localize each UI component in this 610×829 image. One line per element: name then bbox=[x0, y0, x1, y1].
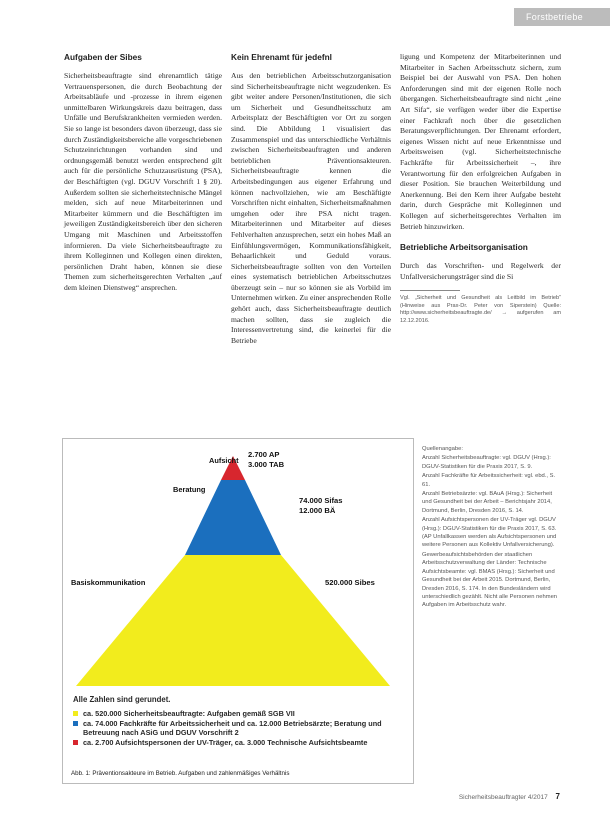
tier-basiskommunikation bbox=[76, 555, 390, 686]
column-2 bbox=[231, 52, 391, 352]
tier-label-beratung: Beratung bbox=[173, 485, 206, 494]
source-entry: Anzahl Sicherheitsbeauftragte: vgl. DGUV (Hrsg.): DGUV-Statistiken für die Praxis 2017, S. 9. bbox=[422, 455, 551, 470]
legend-text: ca. 74.000 Fachkräfte für Arbeitssicherheit und ca. 12.000 Betriebsärzte; Beratung und Betreuung nach ASiG und DGUV Vorschrift 2 bbox=[83, 719, 382, 737]
legend-text: ca. 2.700 Aufsichtspersonen der UV-Träger, ca. 3.000 Technische Aufsichtsbeamte bbox=[83, 738, 368, 747]
source-entry: Gewerbeaufsichtsbehörden der staatlichen Arbeitsschutzverwaltung der Länder: Technische Aufsichtsbeamte: vgl. BMAS (Hrsg.): Sicherheit und Gesundheit bei der Arbeit 2015. Dortmund, Berlin, Dresden 2016, S. 174. In den Bundesländern wird unterschiedlich gezählt. Nicht alle Personen nehmen Aufgaben im Arbeitsschutz wahr. bbox=[422, 551, 558, 609]
tier-annotation-aufsicht-1: 2.700 AP bbox=[248, 450, 280, 459]
tier-annotation-aufsicht-2: 3.000 TAB bbox=[248, 460, 285, 469]
footnote: Vgl. „Sicherheit und Gesundheit als Leitbild im Betrieb“ (Hinweise aus Prax-Dr. Peter von Siperstein) Quelle: http://www.sicherheitsbeauftragte.de/ → aufgerufen am 12.12.2016. bbox=[400, 295, 561, 325]
sources-title: Quellenangabe: bbox=[422, 446, 463, 452]
figure-pyramid bbox=[62, 438, 414, 784]
source-entry: Anzahl Aufsichtspersonen der UV-Träger vgl. DGUV (Hrsg.): DGUV-Statistiken für die Praxis 2017, S. 63. (AP Unfallkassen werden als Aufsichtspersonen und weitere Personen aus Kollektiv Unfallversicherung). bbox=[422, 517, 557, 549]
paragraph: Aus den betrieblichen Arbeitsschutzorganisation sind Sicherheitsbeauftragte nicht wegzudenken. Es gibt weiter andere Personen/Institutionen, die sich um Sicherheit und Gesundheitsschutz am Arbeitsplatz der Beschäftigten vor Ort zu sorgen sind. Die Abbildung 1 visualisiert das Zusammenspiel und das unterschiedliche Verhältnis zwischen Sicherheitsbeauftragten und anderen betrieblichen Präventionsakteuren. Sicherheitsbeauftragte kennen die Arbeitsbedingungen aus eigener Erfahrung und können nachvollziehen, wie am Beschäftigte Vorschriften nicht einhalten, Sicherheitsmaßnahmen umgehen oder ihre PSA nicht tragen. Mitarbeiterinnen und Mitarbeiter auf dieses Fehlverhalten anzusprechen, setzt ein hohes Maß an Einfühlungsvermögen, Kommunikationsfähigkeit, Behaarlichkeit und Geduld voraus. Sicherheitsbeauftragte sollten von den Vorteilen eines systematisch betrieblichen Arbeitsschutzes überzeugt sein – nur so können sie als Vorbild im Unternehmen wirken. Zu einer ansprechenden Rolle gehört auch, dass Sicherheitsbeauftragte deutlich machen sollten, dass sie zugleich die Interessenvertretung sind, die keinerlei für die Betriebe bbox=[231, 71, 391, 345]
section-tab: Forstbetriebe bbox=[514, 8, 610, 26]
paragraph: Sicherheitsbeauftragte sind ehrenamtlich tätige Vertrauenspersonen, die durch Beobachtung der Arbeitsabläufe und -prozesse in ihrem eigenen unmittelbaren Wirkungskreis dazu beitragen, dass Unfälle und Berufskrankheiten vermieden werden. Sie so lange ist besonders davon überzeugt, dass sie durch Zuständigkeitsbereiche alle vorgeschriebenen Schutzeinrichtungen vorhanden sind und ordnungsgemäß benutzt werden entsprechend gilt auch für die persönliche Schutzausrüstung (PSA), der Beschäftigten (vgl. DGUV Vorschrift 1 § 20). Außerdem sollten sie sicherheitstechnische Mängel melden, sich auf neue Mitarbeiterinnen und Mitarbeiter kümmern und die Beschäftigten im jeweiligen Zuständigkeitsbereich über den sicheren Umgang mit Maschinen und Arbeitsstoffen informieren. Da viele Sicherheitsbeauftragte zu ihrem Kolleginnen und Kollegen einen direkten, persönlichen Draht haben, können sie diese Themen zum sicherheitsgerechten Verhalten „auf dem kleinen Dienstweg“ ansprechen. bbox=[64, 71, 222, 292]
heading-arbeitsorganisation: Betriebliche Arbeitsorganisation bbox=[400, 242, 528, 253]
column-1 bbox=[64, 52, 222, 299]
tier-label-aufsicht: Aufsicht bbox=[209, 456, 239, 465]
page-footer bbox=[430, 792, 560, 801]
source-entry: Anzahl Betriebsärzte: vgl. BAuA (Hrsg.): Sicherheit und Gesundheit bei der Arbeit – Berichtsjahr 2014, Dortmund, Berlin, Dresden 2016, S. 14. bbox=[422, 491, 553, 514]
heading-ehrenamt: Kein Ehrenamt für jedefnl bbox=[231, 52, 332, 62]
footnote-rule bbox=[400, 290, 460, 291]
sources-sidebar bbox=[422, 445, 560, 611]
legend-title: Alle Zahlen sind gerundet. bbox=[73, 695, 171, 704]
figure-legend bbox=[73, 695, 403, 748]
legend-item bbox=[73, 719, 403, 737]
tier-annotation-basiskommunikation: 520.000 Sibes bbox=[325, 578, 375, 587]
column-3 bbox=[400, 52, 561, 326]
journal-name: Sicherheitsbeauftragter 4/2017 bbox=[458, 794, 548, 801]
tier-annotation-beratung-1: 74.000 Sifas bbox=[299, 496, 343, 505]
figure-caption: Abb. 1: Präventionsakteure im Betrieb. Aufgaben und zahlenmäßiges Verhältnis bbox=[71, 770, 290, 777]
heading-aufgaben: Aufgaben der Sibes bbox=[64, 52, 142, 62]
legend-swatch-red bbox=[73, 740, 78, 745]
paragraph: Durch das Vorschriften- und Regelwerk der Unfallversicherungsträger sind die Si bbox=[400, 261, 561, 281]
tier-label-basiskommunikation: Basiskommunikation bbox=[71, 578, 146, 587]
legend-swatch-blue bbox=[73, 721, 78, 726]
tier-annotation-beratung-2: 12.000 BÄ bbox=[299, 506, 336, 515]
page-number: 7 bbox=[555, 792, 560, 801]
legend-swatch-yellow bbox=[73, 711, 78, 716]
source-entry: Anzahl Fachkräfte für Arbeitssicherheit: vgl. ebd., S. 61. bbox=[422, 473, 556, 488]
legend-item bbox=[73, 709, 403, 718]
legend-text: ca. 520.000 Sicherheitsbeauftragte: Aufgaben gemäß SGB VII bbox=[83, 709, 295, 718]
paragraph: ligung und Kompetenz der Mitarbeiterinnen und Mitarbeiter in Sachen Arbeitsschutz sichern, zum Beispiel bei der Auswahl von PSA. Den hohen Anforderungen sind mit der eigenen Rolle noch übergangen. Sicherheitsbeauftragte sind nicht „eine Art Sifa“, sie verfügen weder über die Expertise einer Fachkraft noch über die gesetzlichen Beratungsverpflichtungen. Der Ehrenamt erfordert, eigenes Wissen nicht auf neue Erkenntnisse und Arbeitsweisen (vgl. Sicherheitstechnische Fachkräfte für Arbeitssicherheit –, ihre Verantwortung für den erfolgreichen Aufgaben in dieser Position. Sie brauchen Weiterbildung und Anerkennung. Bei den Kern ihrer Aufgabe besteht darin, durch Gespräche mit Kolleginnen und Kollegen auf sicherheitsgerechtes Verhalten im Betrieb hinzuwirken. bbox=[400, 52, 561, 231]
legend-item bbox=[73, 738, 403, 747]
